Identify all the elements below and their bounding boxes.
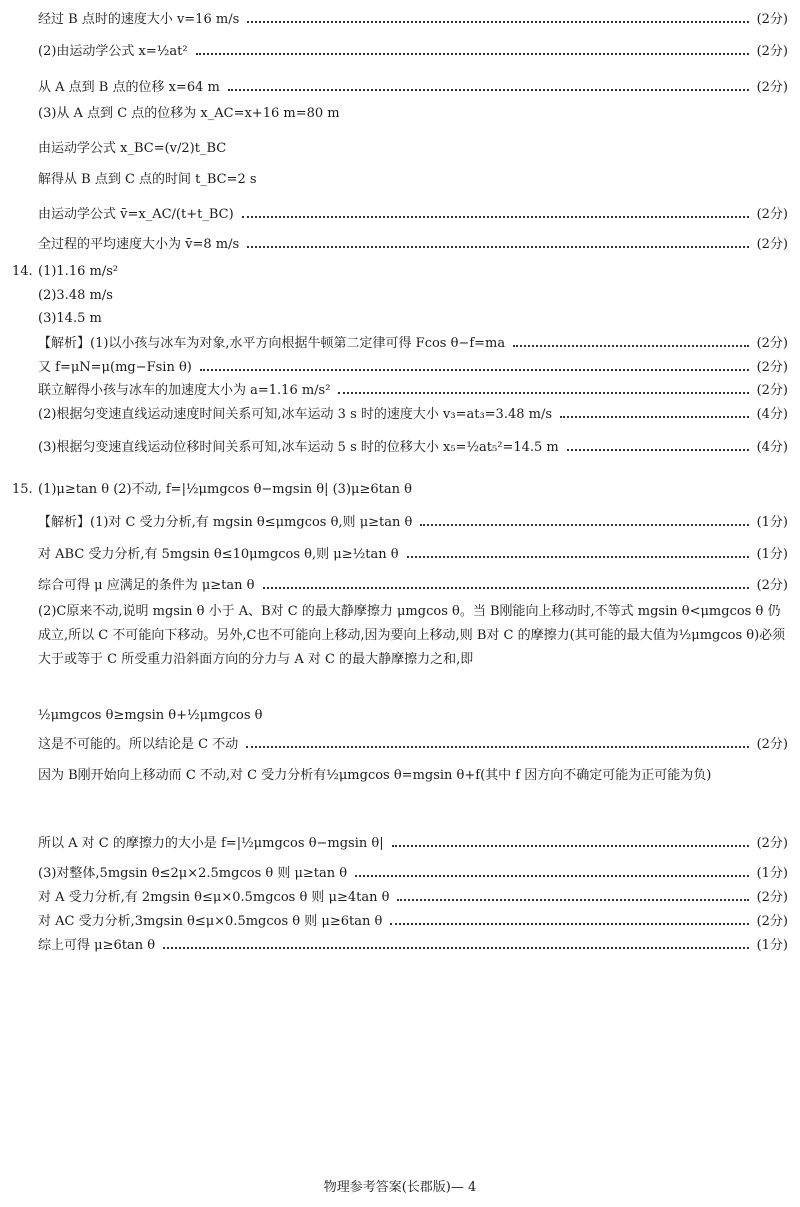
score-label: (2分) <box>756 12 788 27</box>
dot-leader <box>513 345 748 347</box>
dot-leader <box>247 21 748 23</box>
answer-line: 由运动学公式 x_BC=(v/2)t_BC <box>38 141 227 156</box>
score-label: (2分) <box>756 44 788 59</box>
answer-paragraph: (2)C原来不动,说明 mgsin θ 小于 A、B对 C 的最大静摩擦力 μmgcos θ。当 B刚能向上移动时,不等式 mgsin θ<μmgcos θ 仍成立,所以 C 不可能向下移动。另外,C也不可能向上移动,因为要向上移动,则 B对 C 的摩擦力(其可能的最大值为½μmgcos θ)必须大于或等于 C 所受重力沿斜面方向的分力与 A 对 C 的最大静摩擦力之和,即 <box>38 604 786 667</box>
answer-line: 对 A 受力分析,有 2mgsin θ≤μ×0.5mgcos θ 则 μ≥4tan θ (2分) <box>38 890 788 905</box>
dot-leader <box>392 845 749 847</box>
answer-line: ½μmgcos θ≥mgsin θ+½μmgcos θ <box>38 708 263 723</box>
answer-line: (1)1.16 m/s² <box>38 264 119 279</box>
page-footer: 物理参考答案(长郡版)— 4 <box>323 1180 477 1195</box>
answer-line: 联立解得小孩与冰车的加速度大小为 a=1.16 m/s² (2分) <box>38 383 788 398</box>
answer-line: 从 A 点到 B 点的位移 x=64 m (2分) <box>38 80 788 95</box>
dot-leader <box>242 216 749 218</box>
dot-leader <box>247 246 748 248</box>
answer-line: 经过 B 点时的速度大小 v=16 m/s (2分) <box>38 12 788 27</box>
dot-leader <box>420 524 748 526</box>
score-label: (1分) <box>756 866 788 881</box>
answer-line: 全过程的平均速度大小为 v̄=8 m/s (2分) <box>38 237 788 252</box>
answer-line: 这是不可能的。所以结论是 C 不动 (2分) <box>38 737 788 752</box>
score-label: (2分) <box>756 383 788 398</box>
answer-line: 综合可得 μ 应满足的条件为 μ≥tan θ (2分) <box>38 578 788 593</box>
score-label: (2分) <box>756 207 788 222</box>
score-label: (1分) <box>756 938 788 953</box>
dot-leader <box>163 947 749 949</box>
answer-line: (3)14.5 m <box>38 311 102 326</box>
dot-leader <box>397 899 748 901</box>
question-number: 15. <box>12 482 33 497</box>
score-label: (2分) <box>756 737 788 752</box>
score-label: (2分) <box>756 336 788 351</box>
answer-line: 【解析】(1)以小孩与冰车为对象,水平方向根据牛顿第二定律可得 Fcos θ−f=ma (2分) <box>38 336 788 351</box>
answer-paragraph: 因为 B刚开始向上移动而 C 不动,对 C 受力分析有½μmgcos θ=mgsin θ+f(其中 f 因方向不确定可能为正可能为负) <box>38 768 712 783</box>
answer-line: (2)根据匀变速直线运动速度时间关系可知,冰车运动 3 s 时的速度大小 v₃=at₃=3.48 m/s (4分) <box>38 407 788 422</box>
dot-leader <box>200 369 749 371</box>
dot-leader <box>567 449 749 451</box>
answer-line: 所以 A 对 C 的摩擦力的大小是 f=|½μmgcos θ−mgsin θ| (2分) <box>38 836 788 851</box>
answer-line: (2)3.48 m/s <box>38 288 113 303</box>
score-label: (1分) <box>756 515 788 530</box>
question-number: 14. <box>12 264 33 279</box>
answer-line: 【解析】(1)对 C 受力分析,有 mgsin θ≤μmgcos θ,则 μ≥tan θ (1分) <box>38 515 788 530</box>
dot-leader <box>228 89 749 91</box>
score-label: (2分) <box>756 237 788 252</box>
score-label: (4分) <box>756 407 788 422</box>
answer-line: 由运动学公式 v̄=x_AC/(t+t_BC) (2分) <box>38 207 788 222</box>
score-label: (2分) <box>756 890 788 905</box>
dot-leader <box>263 587 749 589</box>
answer-line: (3)根据匀变速直线运动位移时间关系可知,冰车运动 5 s 时的位移大小 x₅=½at₅²=14.5 m (4分) <box>38 440 788 455</box>
dot-leader <box>338 392 748 394</box>
score-label: (2分) <box>756 836 788 851</box>
answer-line: (1)μ≥tan θ (2)不动, f=|½μmgcos θ−mgsin θ| (3)μ≥6tan θ <box>38 482 412 497</box>
score-label: (2分) <box>756 80 788 95</box>
answer-line: 解得从 B 点到 C 点的时间 t_BC=2 s <box>38 172 257 187</box>
dot-leader <box>390 923 748 925</box>
answer-line: (3)对整体,5mgsin θ≤2μ×2.5mgcos θ 则 μ≥tan θ (1分) <box>38 866 788 881</box>
score-label: (2分) <box>756 914 788 929</box>
dot-leader <box>560 416 749 418</box>
answer-line: 对 ABC 受力分析,有 5mgsin θ≤10μmgcos θ,则 μ≥½tan θ (1分) <box>38 547 788 562</box>
answer-line: (3)从 A 点到 C 点的位移为 x_AC=x+16 m=80 m <box>38 106 340 121</box>
score-label: (2分) <box>756 360 788 375</box>
answer-line: 综上可得 μ≥6tan θ (1分) <box>38 938 788 953</box>
answer-line: (2)由运动学公式 x=½at² (2分) <box>38 44 788 59</box>
dot-leader <box>246 746 748 748</box>
score-label: (4分) <box>756 440 788 455</box>
score-label: (2分) <box>756 578 788 593</box>
score-label: (1分) <box>756 547 788 562</box>
dot-leader <box>196 53 749 55</box>
dot-leader <box>407 556 749 558</box>
answer-line: 又 f=μN=μ(mg−Fsin θ) (2分) <box>38 360 788 375</box>
dot-leader <box>355 875 748 877</box>
answer-line: 对 AC 受力分析,3mgsin θ≤μ×0.5mgcos θ 则 μ≥6tan θ (2分) <box>38 914 788 929</box>
